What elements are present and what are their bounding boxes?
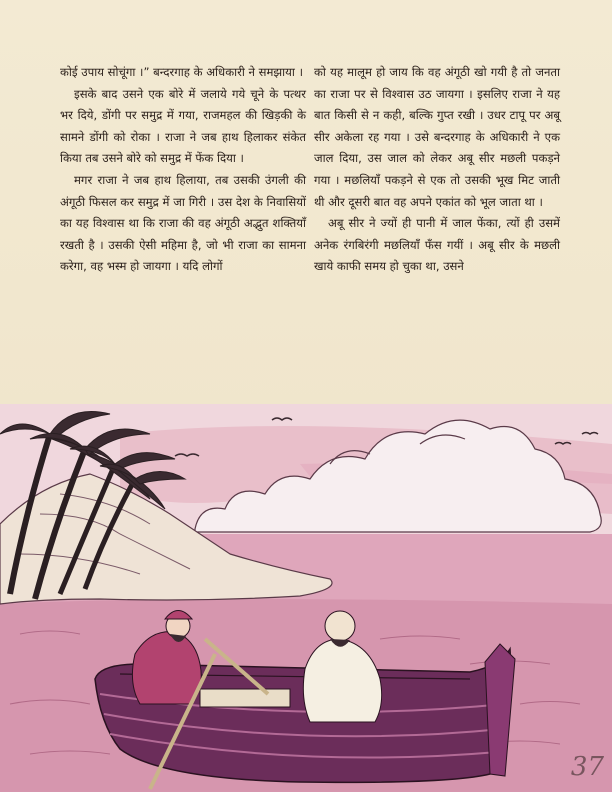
paragraph: कोई उपाय सोचूंगा ।” बन्दरगाह के अधिकारी ने समझाया ।	[60, 65, 303, 79]
paragraph: को यह मालूम हो जाय कि वह अंगूठी खो गयी है तो जनता का राजा पर से विश्वास उठ जायगा । इसलिए राजा ने यह बात किसी से न कही, बल्कि गुप्त रखी । उधर टापू पर अबू सीर अकेला रह गया । उसे बन्दरगाह के अधिकारी ने एक जाल दिया, उस जाल को लेकर अबू सीर मछली पकड़ने गया । मछलियाँ पकड़ने से एक तो उसकी भूख मिट जाती थी और दूसरी बात वह अपने एकांत को भूल जाता था ।	[314, 65, 560, 209]
right-column	[314, 62, 560, 380]
page-number: 37	[570, 752, 604, 782]
story-illustration	[0, 404, 612, 792]
left-column	[60, 62, 306, 380]
paragraph: अबू सीर ने ज्यों ही पानी में जाल फेंका, त्यों ही उसमें अनेक रंगबिरंगी मछलियाँ फँस गयीं । अबू सीर के मछली खाये काफी समय हो चुका था, उसने	[314, 216, 560, 274]
paragraph: मगर राजा ने जब हाथ हिलाया, तब उसकी उंगली की अंगूठी फिसल कर समुद्र में जा गिरी । उस देश के निवासियों का यह विश्वास था कि राजा की वह अंगूठी अद्भुत शक्तियाँ रखती है । उसकी ऐसी महिमा है, जो भी राजा का सामना करेगा, वह भस्म हो जायगा । यदि लोगों	[60, 172, 306, 274]
article-text	[60, 62, 560, 380]
paragraph: इसके बाद उसने एक बोरे में जलाये गये चूने के पत्थर भर दिये, डोंगी पर समुद्र में गया, राजमहल की खिड़की के सामने डोंगी को रोका । राजा ने जब हाथ हिलाकर संकेत किया तब उसने बोरे को समुद्र में फेंक दिया ।	[60, 86, 306, 166]
